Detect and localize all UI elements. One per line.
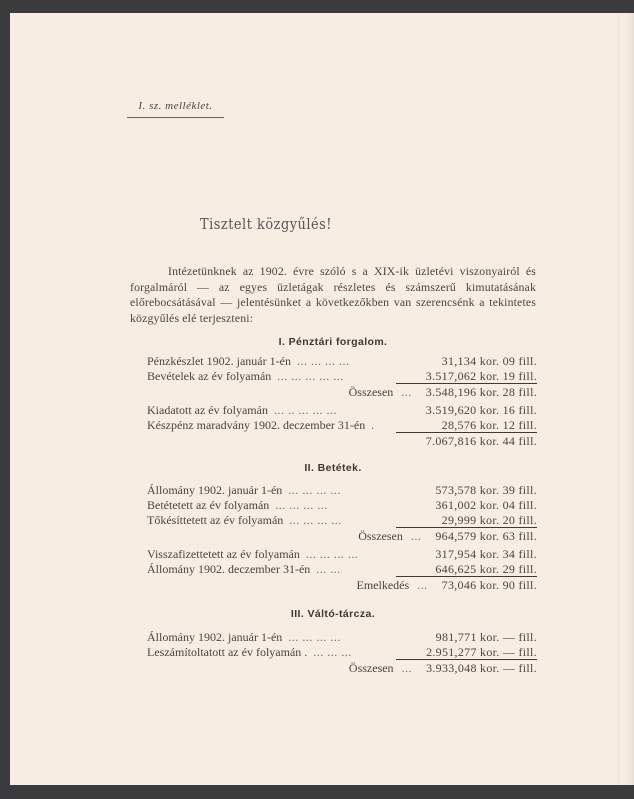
table-row <box>147 562 537 576</box>
intro-text: Intézetünknek az 1902. évre szóló s a XIX-ik üzletévi viszonyairól és forgalmáról — az egyes üzletágak részletes és számszerű kimutatásának előrebocsátásával — jelentésünket a következőkben van szerencsénk a tekintetes közgyűlés elé terjeszteni: <box>130 264 536 325</box>
table-row <box>147 369 537 383</box>
leader-dots: ... ... ... ... <box>305 547 359 561</box>
leader-dots: ... ... ... ... ... <box>277 369 344 383</box>
row-label: Tőkésíttetett az év folyamán <box>147 513 284 527</box>
row-label: Bevételek az év folyamán <box>147 369 272 383</box>
row-amount: 964,579 kor. 63 fill. <box>435 529 537 543</box>
row-label: Kiadatott az év folyamán <box>147 403 268 417</box>
row-amount: 29,999 kor. 20 fill. <box>441 513 537 527</box>
table-row <box>147 354 537 368</box>
leader-dots: ... .. ... ... ... <box>273 403 337 417</box>
leader-dots: ... ... ... ... <box>289 513 342 527</box>
table-row <box>147 645 537 659</box>
sum-rule <box>396 383 537 384</box>
table-row <box>147 418 537 432</box>
row-amount: 3.548,196 kor. 28 fill. <box>425 385 537 399</box>
row-amount: 317,954 kor. 34 fill. <box>435 547 537 561</box>
sum-rule <box>396 659 537 660</box>
row-label: Visszafizettetett az év folyamán <box>147 547 300 561</box>
leader-dots: ... <box>401 385 412 399</box>
table-row-total <box>147 529 537 543</box>
row-label: Összesen <box>348 661 394 675</box>
row-amount: 2.951,277 kor. — fill. <box>426 645 537 659</box>
section-title-bills: III. Váltó-tárcza. <box>290 608 376 620</box>
table-row-total <box>147 385 537 399</box>
table-row <box>147 498 537 512</box>
row-label: Leszámítoltatott az év folyamán . <box>147 645 308 659</box>
page-edge <box>618 13 621 785</box>
row-amount: 31,134 kor. 09 fill. <box>441 354 537 368</box>
salutation: Tisztelt közgyűlés! <box>200 215 332 233</box>
leader-dots: ... ... ... ... <box>288 630 341 644</box>
table-row <box>147 403 537 417</box>
row-label: Összesen <box>358 529 403 543</box>
row-label: Állomány 1902. január 1-én <box>147 630 283 644</box>
row-amount: 28,576 kor. 12 fill. <box>441 418 537 432</box>
appendix-label: I. sz. melléklet. <box>127 100 224 118</box>
section-title-deposits: II. Betétek. <box>304 462 362 474</box>
row-amount: 73,046 kor. 90 fill. <box>441 578 537 592</box>
row-amount: 3.519,620 kor. 16 fill. <box>425 403 537 417</box>
table-row <box>147 630 537 644</box>
leader-dots: ... <box>401 661 413 675</box>
leader-dots: ... <box>417 578 428 592</box>
leader-dots: ... ... ... <box>313 645 352 659</box>
leader-dots: ... ... ... ... <box>296 354 350 368</box>
row-label: Állomány 1902. deczember 31-én <box>147 562 311 576</box>
row-amount: 361,002 kor. 04 fill. <box>435 498 537 512</box>
row-label: Készpénz maradvány 1902. deczember 31-én <box>147 418 366 432</box>
row-label: Pénzkészlet 1902. január 1-én <box>147 354 291 368</box>
leader-dots: ... ... <box>316 562 341 576</box>
row-label: Betétetett az év folyamán <box>147 498 270 512</box>
table-row <box>147 547 537 561</box>
row-amount: 3.933,048 kor. — fill. <box>426 661 537 675</box>
row-amount: 646,625 kor. 29 fill. <box>435 562 537 576</box>
table-row-total <box>147 578 537 592</box>
table-row-total <box>147 434 537 448</box>
sum-rule <box>396 432 537 433</box>
leader-dots: ... <box>410 529 422 543</box>
sum-rule <box>396 576 537 577</box>
row-amount: 7.067,816 kor. 44 fill. <box>425 434 537 448</box>
row-label: Összesen <box>348 385 394 399</box>
intro-paragraph <box>130 264 536 326</box>
row-label: Állomány 1902. január 1-én <box>147 483 283 497</box>
section-title-cash: I. Pénztári forgalom. <box>278 336 388 348</box>
sum-rule <box>396 527 537 528</box>
table-row-total <box>147 661 537 675</box>
leader-dots: ... ... ... ... <box>275 498 328 512</box>
leader-dots: . <box>371 418 375 432</box>
leader-dots: ... ... ... ... <box>288 483 341 497</box>
row-amount: 573,578 kor. 39 fill. <box>435 483 537 497</box>
row-label: Emelkedés <box>356 578 410 592</box>
table-row <box>147 513 537 527</box>
table-row <box>147 483 537 497</box>
row-amount: 981,771 kor. — fill. <box>435 630 537 644</box>
row-amount: 3.517,062 kor. 19 fill. <box>425 369 537 383</box>
